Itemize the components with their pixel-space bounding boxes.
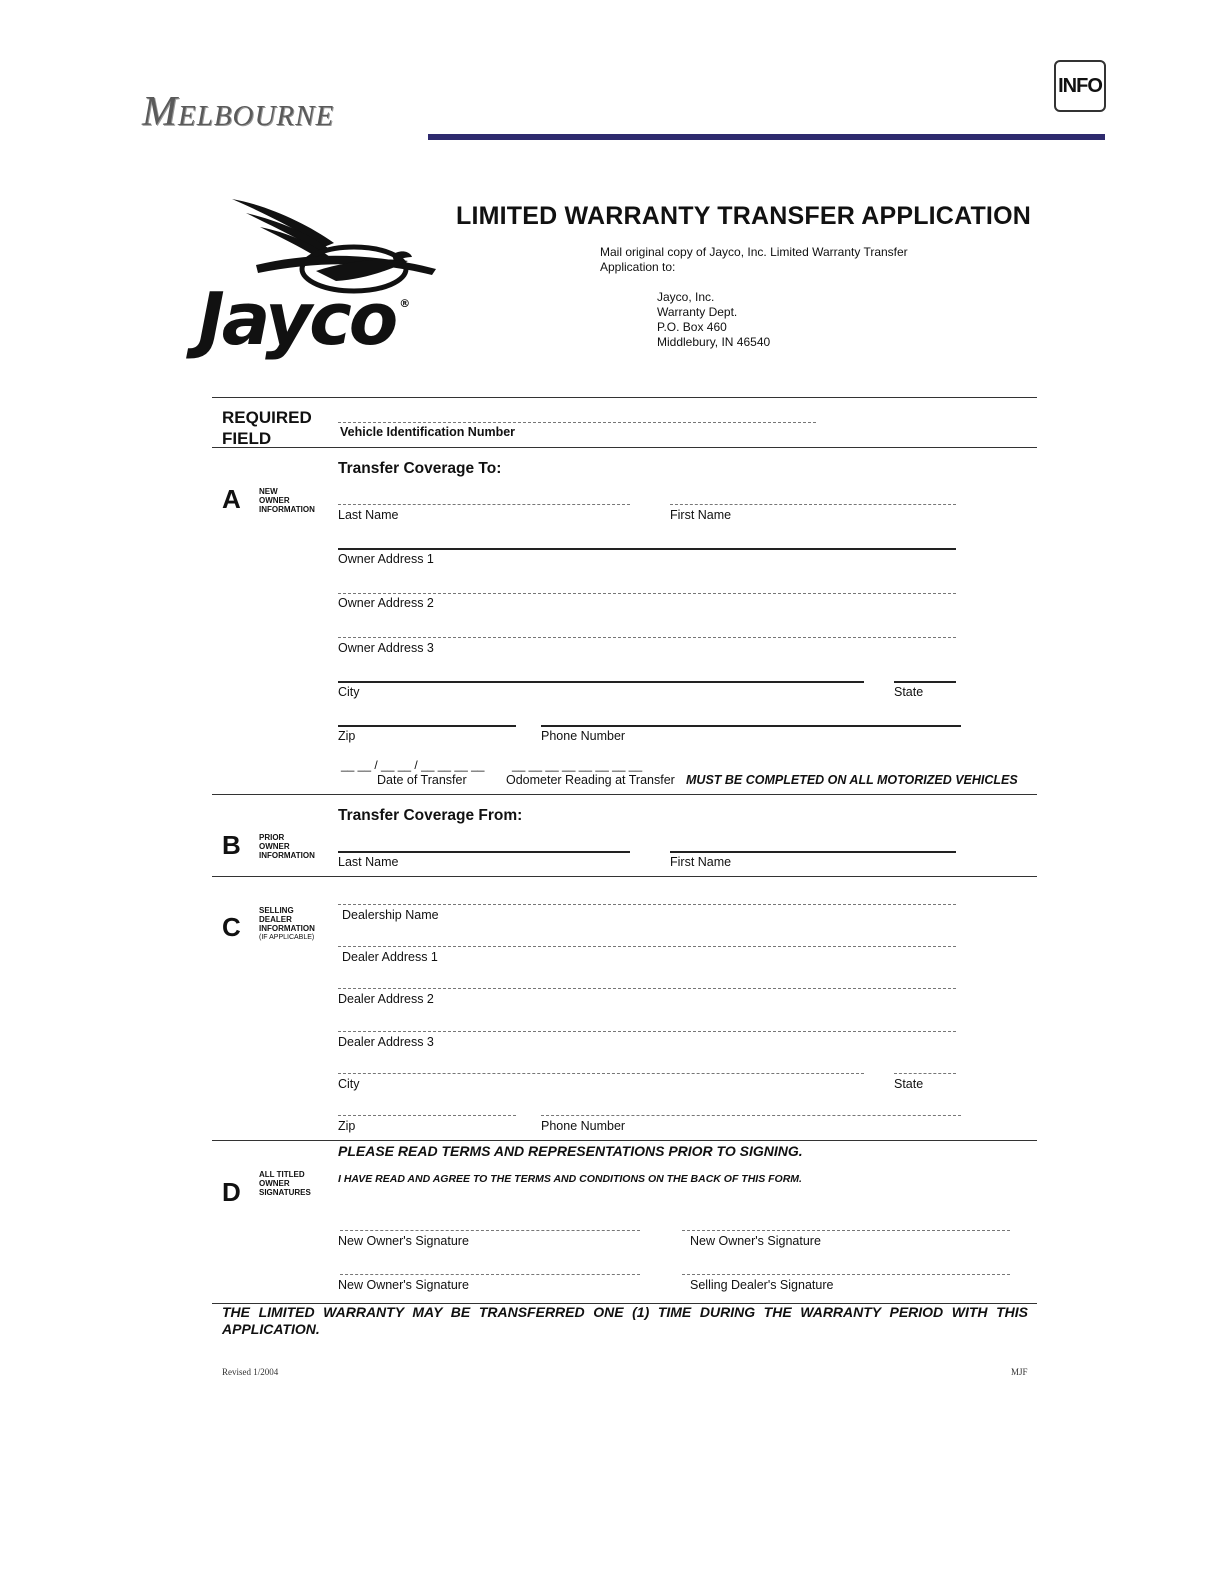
last-name-label: Last Name	[338, 855, 399, 869]
header-rule	[428, 134, 1105, 140]
address-line: Jayco, Inc.	[657, 290, 715, 304]
section-c-desc: SELLING DEALER INFORMATION (IF APPLICABLE)	[259, 906, 315, 941]
section-a-desc: NEW OWNER INFORMATION	[259, 487, 315, 514]
odometer-note: MUST BE COMPLETED ON ALL MOTORIZED VEHICLES	[686, 773, 1018, 787]
owner-state-input[interactable]	[894, 681, 956, 683]
jayco-logo	[196, 195, 476, 365]
vin-label: Vehicle Identification Number	[340, 425, 516, 439]
info-badge[interactable]: INFO	[1054, 60, 1106, 112]
dealer-address-2-label: Dealer Address 2	[338, 992, 434, 1006]
owner-phone-input[interactable]	[541, 725, 961, 727]
section-b-desc: PRIOR OWNER INFORMATION	[259, 833, 315, 860]
owner-address-1-input[interactable]	[338, 548, 956, 550]
first-name-label: First Name	[670, 855, 732, 869]
section-d-letter: D	[222, 1177, 241, 1207]
new-owner-signature-2-label: New Owner's Signature	[690, 1234, 821, 1248]
owner-address-2-input[interactable]	[338, 593, 956, 594]
new-owner-signature-1-input[interactable]	[340, 1230, 640, 1231]
divider	[212, 397, 1037, 398]
owner-address-2-label: Owner Address 2	[338, 596, 434, 610]
mail-instruction: Mail original copy of Jayco, Inc. Limited Warranty Transfer Application to:	[600, 245, 908, 274]
phone-label: Phone Number	[541, 1119, 626, 1133]
section-d-desc: ALL TITLED OWNER SIGNATURES	[259, 1170, 311, 1197]
owner-address-1-label: Owner Address 1	[338, 552, 434, 566]
new-owner-signature-2-input[interactable]	[682, 1230, 1010, 1231]
vin-input[interactable]	[338, 422, 816, 423]
new-owner-last-name-input[interactable]	[338, 504, 630, 505]
date-of-transfer-input[interactable]: __ __ / __ __ / __ __ __ __	[341, 758, 485, 772]
divider	[212, 447, 1037, 448]
dealer-zip-input[interactable]	[338, 1115, 516, 1116]
dealer-address-1-input[interactable]	[338, 946, 956, 947]
section-b-heading: Transfer Coverage From:	[338, 807, 523, 824]
jayco-wordmark: Jayco ®	[198, 277, 408, 361]
mailing-address	[657, 290, 770, 350]
divider	[212, 876, 1037, 877]
city-label: City	[338, 1077, 360, 1091]
prior-owner-last-name-input[interactable]	[338, 851, 630, 853]
dealer-phone-input[interactable]	[541, 1115, 961, 1116]
form-initials: MJF	[1011, 1367, 1028, 1377]
dealer-address-2-input[interactable]	[338, 988, 956, 989]
dealer-address-3-label: Dealer Address 3	[338, 1035, 434, 1049]
state-label: State	[894, 1077, 924, 1091]
odometer-input[interactable]: __ __ __ __ __ __ __ __	[512, 758, 643, 772]
new-owner-first-name-input[interactable]	[670, 504, 956, 505]
owner-address-3-input[interactable]	[338, 637, 956, 638]
first-name-label: First Name	[670, 508, 732, 522]
date-of-transfer-label: Date of Transfer	[377, 773, 467, 787]
required-field-label: REQUIRED FIELD	[222, 408, 312, 448]
odometer-label: Odometer Reading at Transfer	[506, 773, 675, 787]
melbourne-brand: Melbourne	[142, 89, 335, 135]
selling-dealer-signature-label: Selling Dealer's Signature	[690, 1278, 834, 1292]
section-a-letter: A	[222, 484, 241, 514]
dealer-address-3-input[interactable]	[338, 1031, 956, 1032]
form-title: LIMITED WARRANTY TRANSFER APPLICATION	[456, 202, 1031, 230]
address-line: Warranty Dept.	[657, 305, 738, 319]
revised-date: Revised 1/2004	[222, 1367, 279, 1377]
city-label: City	[338, 685, 360, 699]
owner-address-3-label: Owner Address 3	[338, 641, 434, 655]
divider	[212, 1140, 1037, 1141]
section-a-heading: Transfer Coverage To:	[338, 460, 502, 477]
state-label: State	[894, 685, 924, 699]
dealership-name-label: Dealership Name	[342, 908, 439, 922]
address-line: Middlebury, IN 46540	[657, 335, 771, 349]
zip-label: Zip	[338, 729, 356, 743]
new-owner-signature-3-label: New Owner's Signature	[338, 1278, 469, 1292]
dealer-city-input[interactable]	[338, 1073, 864, 1074]
section-c-letter: C	[222, 912, 241, 942]
zip-label: Zip	[338, 1119, 356, 1133]
dealer-state-input[interactable]	[894, 1073, 956, 1074]
new-owner-signature-1-label: New Owner's Signature	[338, 1234, 469, 1248]
prior-owner-first-name-input[interactable]	[670, 851, 956, 853]
phone-label: Phone Number	[541, 729, 626, 743]
selling-dealer-signature-input[interactable]	[682, 1274, 1010, 1275]
agree-statement: I HAVE READ AND AGREE TO THE TERMS AND CONDITIONS ON THE BACK OF THIS FORM.	[338, 1173, 802, 1185]
section-b-letter: B	[222, 830, 241, 860]
terms-notice: PLEASE READ TERMS AND REPRESENTATIONS PRIOR TO SIGNING.	[338, 1143, 803, 1159]
divider	[212, 794, 1037, 795]
address-line: P.O. Box 460	[657, 320, 727, 334]
dealership-name-input[interactable]	[338, 904, 956, 905]
transfer-limit-note: THE LIMITED WARRANTY MAY BE TRANSFERRED ONE (1) TIME DURING THE WARRANTY PERIOD WITH THIS APPLICATION.	[222, 1304, 1028, 1337]
owner-zip-input[interactable]	[338, 725, 516, 727]
owner-city-input[interactable]	[338, 681, 864, 683]
last-name-label: Last Name	[338, 508, 399, 522]
dealer-address-1-label: Dealer Address 1	[342, 950, 438, 964]
new-owner-signature-3-input[interactable]	[340, 1274, 640, 1275]
